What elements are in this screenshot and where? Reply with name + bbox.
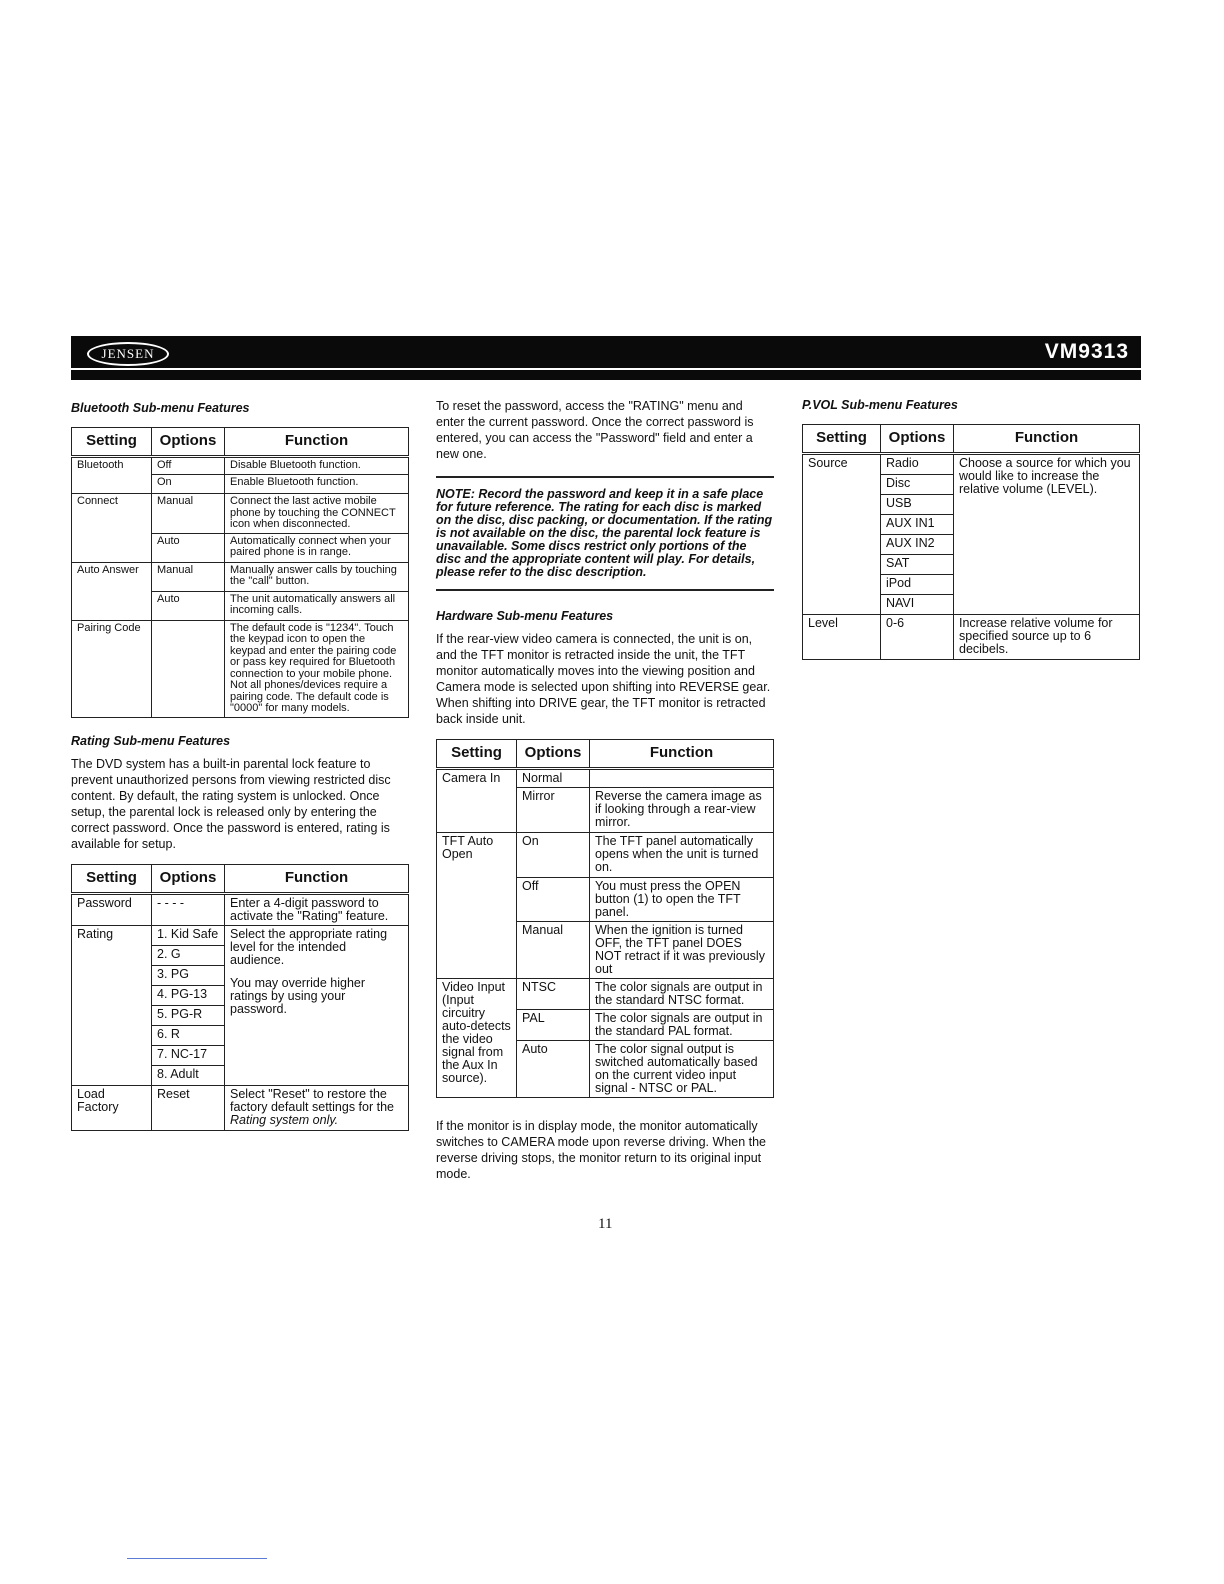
bluetooth-table — [71, 427, 409, 718]
function-cell — [590, 769, 774, 788]
function-cell: The color signal output is switched automatically based on the current video input signal - NTSC or PAL. — [590, 1041, 774, 1098]
option-cell: Disc — [881, 475, 954, 495]
option-cell: NAVI — [881, 595, 954, 615]
rating-title: Rating Sub-menu Features — [71, 733, 231, 748]
function-cell: The default code is "1234". Touch the keypad icon to open the keypad and enter the pairing code or pass key required for Bluetooth connection to your mobile phone. Not all phones/devices require a pairing code. The default code is "0000" for many models. — [225, 620, 409, 717]
table-row — [72, 1085, 409, 1130]
brand-logo: JENSEN — [87, 342, 169, 366]
option-cell: AUX IN1 — [881, 515, 954, 535]
setting-cell: Source — [803, 454, 881, 615]
option-cell: Manual — [152, 562, 225, 591]
table-row — [72, 893, 409, 925]
header-options: Options — [152, 864, 225, 893]
header-setting: Setting — [72, 864, 152, 893]
option-cell: 5. PG-R — [152, 1005, 225, 1025]
function-cell: The unit automatically answers all incoming calls. — [225, 591, 409, 620]
option-cell: Auto — [152, 591, 225, 620]
setting-cell: Pairing Code — [72, 620, 152, 717]
option-cell: Off — [517, 878, 590, 922]
function-cell: You must press the OPEN button (1) to open the TFT panel. — [590, 878, 774, 922]
option-cell: 8. Adult — [152, 1065, 225, 1085]
option-cell: Auto — [517, 1041, 590, 1098]
option-cell: Normal — [517, 769, 590, 788]
option-cell: iPod — [881, 575, 954, 595]
password-note: NOTE: Record the password and keep it in a safe place for future reference. The rating for each disc is marked on the disc, disc packing, or documentation. If the rating is not available on the disc, the parental lock feature is unavailable. Some discs restrict only portions of the disc and the appropriate content will play. For details, please refer to the disc description. — [436, 476, 774, 591]
option-cell: Auto — [152, 533, 225, 562]
header-function: Function — [954, 425, 1140, 454]
header-options: Options — [152, 428, 225, 457]
header-options: Options — [517, 740, 590, 769]
function-cell: Automatically connect when your paired phone is in range. — [225, 533, 409, 562]
setting-cell: Camera In — [437, 769, 517, 833]
function-cell: Manually answer calls by touching the "call" button. — [225, 562, 409, 591]
table-header-row — [72, 864, 409, 893]
setting-cell: TFT Auto Open — [437, 833, 517, 979]
function-cell: The color signals are output in the standard PAL format. — [590, 1010, 774, 1041]
table-row — [437, 833, 774, 878]
table-row — [437, 979, 774, 1010]
setting-cell: Password — [72, 893, 152, 925]
function-cell: The color signals are output in the standard NTSC format. — [590, 979, 774, 1010]
setting-cell: Video Input (Input circuitry auto-detects the video signal from the Aux In source). — [437, 979, 517, 1098]
option-cell: 4. PG-13 — [152, 985, 225, 1005]
function-cell: Increase relative volume for specified source up to 6 decibels. — [954, 615, 1140, 660]
option-cell: On — [517, 833, 590, 878]
function-cell — [225, 925, 409, 1085]
setting-cell: Rating — [72, 925, 152, 1085]
option-cell: 2. G — [152, 945, 225, 965]
function-cell: Enable Bluetooth function. — [225, 475, 409, 494]
pvol-title: P.VOL Sub-menu Features — [802, 398, 958, 412]
function-cell: The TFT panel automatically opens when the unit is turned on. — [590, 833, 774, 878]
function-cell — [225, 1085, 409, 1130]
header-function: Function — [225, 428, 409, 457]
option-cell: 7. NC-17 — [152, 1045, 225, 1065]
table-row — [803, 615, 1140, 660]
setting-cell: Connect — [72, 494, 152, 563]
rating-override-text: You may override higher ratings by using your password. — [230, 975, 366, 1016]
table-row — [437, 769, 774, 788]
option-cell: AUX IN2 — [881, 535, 954, 555]
option-cell: Manual — [152, 494, 225, 534]
option-cell: Manual — [517, 922, 590, 979]
table-header-row — [437, 740, 774, 769]
option-cell: - - - - — [152, 893, 225, 925]
table-row — [72, 494, 409, 534]
load-factory-function: Select "Reset" to restore the factory default settings for the — [230, 1086, 394, 1114]
function-cell: Choose a source for which you would like to increase the relative volume (LEVEL). — [954, 454, 1140, 615]
table-header-row — [803, 425, 1140, 454]
hardware-title: Hardware Sub-menu Features — [436, 609, 614, 623]
option-cell: 3. PG — [152, 965, 225, 985]
option-cell: SAT — [881, 555, 954, 575]
pvol-table — [802, 424, 1140, 660]
option-cell: 1. Kid Safe — [152, 925, 225, 945]
option-cell: PAL — [517, 1010, 590, 1041]
function-cell: When the ignition is turned OFF, the TFT panel DOES NOT retract if it was previously out — [590, 922, 774, 979]
header-setting: Setting — [803, 425, 881, 454]
rating-function-text: Select the appropriate rating level for the intended audience. — [230, 926, 388, 967]
option-cell: 6. R — [152, 1025, 225, 1045]
left-column — [71, 401, 409, 1131]
hardware-table — [436, 739, 774, 1098]
header-rule — [71, 370, 1141, 380]
option-cell: NTSC — [517, 979, 590, 1010]
setting-cell: Level — [803, 615, 881, 660]
rating-intro: The DVD system has a built-in parental lock feature to prevent unauthorized persons from viewing restricted disc content. By default, the rating system is unlocked. Once setup, the parental lock is released only by entering the correct password. Once the password is entered, rating is available for setup. — [71, 756, 391, 851]
option-cell: USB — [881, 495, 954, 515]
option-cell: Reset — [152, 1085, 225, 1130]
footer-line — [127, 1558, 267, 1559]
option-cell: Mirror — [517, 788, 590, 833]
header-function: Function — [225, 864, 409, 893]
function-cell: Disable Bluetooth function. — [225, 457, 409, 475]
header-setting: Setting — [437, 740, 517, 769]
function-cell: Connect the last active mobile phone by touching the CONNECT icon when disconnected. — [225, 494, 409, 534]
option-cell: Off — [152, 457, 225, 475]
table-row — [72, 457, 409, 475]
setting-cell: Load Factory — [72, 1085, 152, 1130]
option-cell — [152, 620, 225, 717]
table-row — [72, 562, 409, 591]
option-cell: On — [152, 475, 225, 494]
middle-column — [436, 398, 774, 1194]
header-setting: Setting — [72, 428, 152, 457]
header-bar — [71, 336, 1141, 368]
setting-cell: Bluetooth — [72, 457, 152, 494]
load-factory-function-italic: Rating system only. — [230, 1112, 339, 1127]
monitor-mode-text: If the monitor is in display mode, the monitor automatically switches to CAMERA mode upon reverse driving. When the reverse driving stops, the monitor return to its original input mode. — [436, 1119, 767, 1181]
model-number: VM9313 — [1044, 340, 1129, 363]
rating-table — [71, 864, 409, 1131]
header-function: Function — [590, 740, 774, 769]
setting-cell: Auto Answer — [72, 562, 152, 620]
right-column — [802, 398, 1140, 660]
table-row — [72, 620, 409, 717]
table-row — [803, 454, 1140, 475]
table-row — [72, 925, 409, 945]
page-number: 11 — [598, 1216, 613, 1232]
function-cell: Enter a 4-digit password to activate the "Rating" feature. — [225, 893, 409, 925]
option-cell: 0-6 — [881, 615, 954, 660]
bluetooth-title: Bluetooth Sub-menu Features — [71, 401, 250, 415]
header-options: Options — [881, 425, 954, 454]
hardware-intro: If the rear-view video camera is connected, the unit is on, and the TFT monitor is retracted inside the unit, the TFT monitor automatically moves into the viewing position and Camera mode is selected upon shifting into REVERSE gear. When shifting into DRIVE gear, the TFT monitor is retracted back inside unit. — [436, 632, 771, 726]
option-cell: Radio — [881, 454, 954, 475]
reset-password-text: To reset the password, access the "RATING" menu and enter the current password. Once the correct password is entered, you can access the "Password" field and enter a new one. — [436, 399, 754, 461]
table-header-row — [72, 428, 409, 457]
function-cell: Reverse the camera image as if looking through a rear-view mirror. — [590, 788, 774, 833]
